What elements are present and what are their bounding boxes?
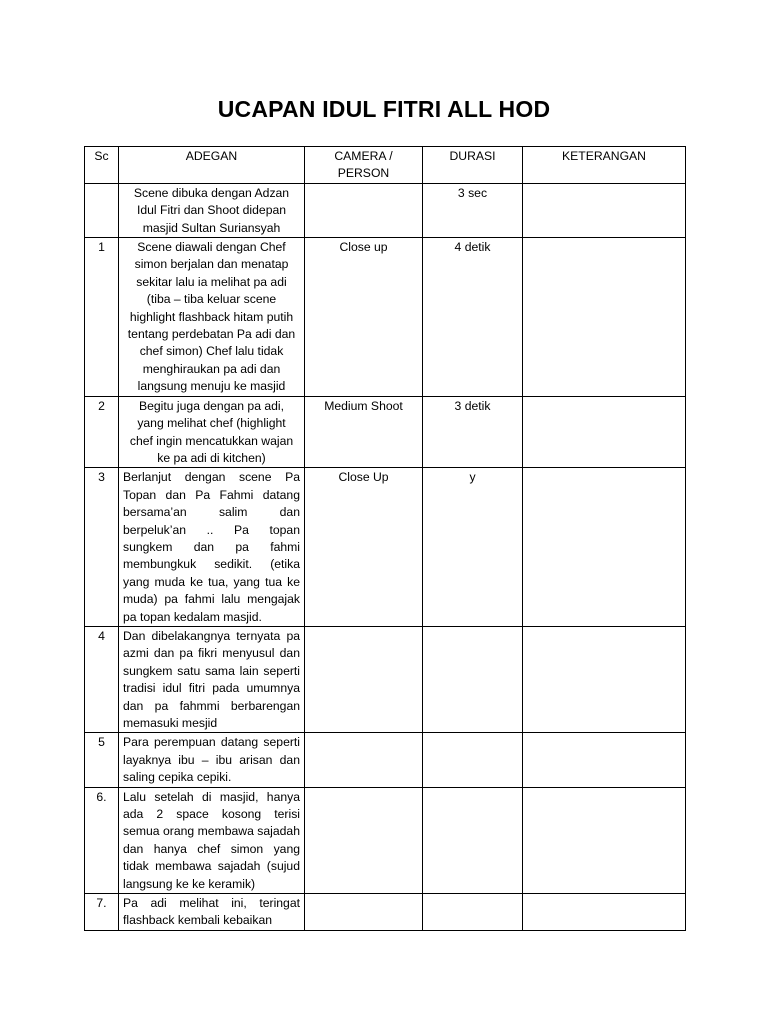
- table-row: [85, 396, 686, 468]
- table-row: [85, 626, 686, 732]
- table-body: [85, 183, 686, 930]
- duration-cell: y: [423, 468, 523, 627]
- scene-description-cell: Dan dibelakangnya ternyata pa azmi dan pa fikri menyusul dan sungkem satu sama lain seperti tradisi idul fitri pada umumnya dan pa fahmmi berbarengan memasuki mesjid: [119, 626, 305, 732]
- table-row: [85, 787, 686, 893]
- column-header-durasi: DURASI: [423, 147, 523, 184]
- scene-description-cell: Berlanjut dengan scene Pa Topan dan Pa Fahmi datang bersama’an salim dan berpeluk’an .. Pa topan sungkem dan pa fahmi membungkuk sedikit. (etika yang muda ke tua, yang tua ke muda) pa fahmi lalu mengajak pa topan kedalam masjid.: [119, 468, 305, 627]
- notes-cell: [523, 183, 686, 237]
- camera-person-cell: [305, 733, 423, 787]
- notes-cell: [523, 733, 686, 787]
- duration-cell: [423, 626, 523, 732]
- table-row: [85, 238, 686, 397]
- notes-cell: [523, 238, 686, 397]
- duration-cell: 4 detik: [423, 238, 523, 397]
- scene-number-cell: 5: [85, 733, 119, 787]
- table-row: [85, 733, 686, 787]
- column-header-keterangan: KETERANGAN: [523, 147, 686, 184]
- camera-person-cell: [305, 183, 423, 237]
- column-header-adegan: ADEGAN: [119, 147, 305, 184]
- notes-cell: [523, 626, 686, 732]
- notes-cell: [523, 396, 686, 468]
- scene-number-cell: 7.: [85, 894, 119, 931]
- camera-person-cell: [305, 894, 423, 931]
- camera-person-cell: [305, 626, 423, 732]
- duration-cell: [423, 787, 523, 893]
- camera-person-cell: Medium Shoot: [305, 396, 423, 468]
- notes-cell: [523, 787, 686, 893]
- duration-cell: [423, 733, 523, 787]
- scene-number-cell: 3: [85, 468, 119, 627]
- duration-cell: [423, 894, 523, 931]
- scene-number-cell: 4: [85, 626, 119, 732]
- scene-number-cell: 1: [85, 238, 119, 397]
- duration-cell: 3 detik: [423, 396, 523, 468]
- table-row: [85, 894, 686, 931]
- camera-person-cell: Close up: [305, 238, 423, 397]
- column-header-camera: CAMERA / PERSON: [305, 147, 423, 184]
- camera-person-cell: Close Up: [305, 468, 423, 627]
- page-title: UCAPAN IDUL FITRI ALL HOD: [217, 96, 551, 122]
- duration-cell: 3 sec: [423, 183, 523, 237]
- scene-description-cell: Scene diawali dengan Chef simon berjalan dan menatap sekitar lalu ia melihat pa adi (tiba – tiba keluar scene highlight flashback hitam putih tentang perdebatan Pa adi dan chef simon) Chef lalu tidak menghiraukan pa adi dan langsung menuju ke masjid: [119, 238, 305, 397]
- scene-number-cell: 2: [85, 396, 119, 468]
- script-table: [84, 146, 686, 931]
- scene-description-cell: Scene dibuka dengan Adzan Idul Fitri dan Shoot didepan masjid Sultan Suriansyah: [119, 183, 305, 237]
- scene-description-cell: Begitu juga dengan pa adi, yang melihat chef (highlight chef ingin mencatukkan wajan ke pa adi di kitchen): [119, 396, 305, 468]
- notes-cell: [523, 468, 686, 627]
- scene-description-cell: Lalu setelah di masjid, hanya ada 2 space kosong terisi semua orang membawa sajadah dan hanya chef simon yang tidak membawa sajadah (sujud langsung ke ke keramik): [119, 787, 305, 893]
- table-row: [85, 183, 686, 237]
- scene-number-cell: 6.: [85, 787, 119, 893]
- table-row: [85, 468, 686, 627]
- scene-description-cell: Para perempuan datang seperti layaknya ibu – ibu arisan dan saling cepika cepiki.: [119, 733, 305, 787]
- scene-number-cell: [85, 183, 119, 237]
- table-header-row: [85, 147, 686, 184]
- notes-cell: [523, 894, 686, 931]
- camera-person-cell: [305, 787, 423, 893]
- scene-description-cell: Pa adi melihat ini, teringat flashback kembali kebaikan: [119, 894, 305, 931]
- column-header-sc: Sc: [85, 147, 119, 184]
